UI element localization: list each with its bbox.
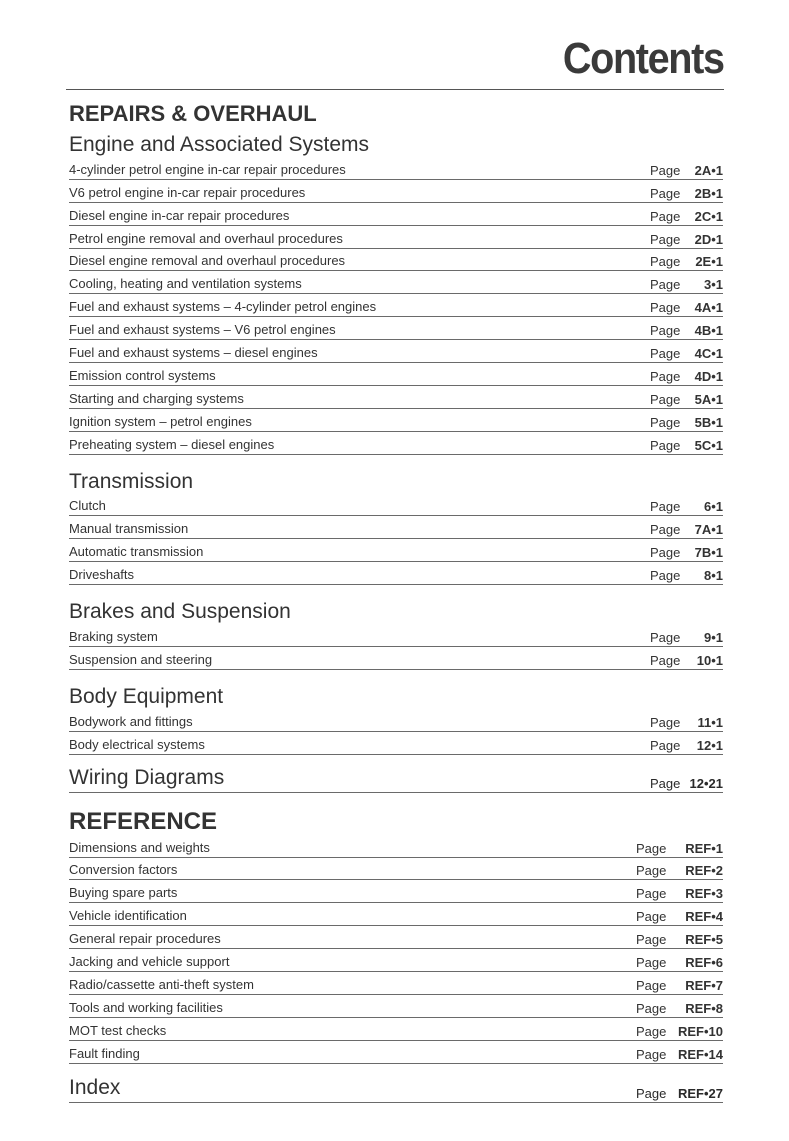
entry-label: Diesel engine removal and overhaul procedures xyxy=(69,253,346,269)
contents-entry[interactable] xyxy=(69,203,723,226)
entry-label: Cooling, heating and ventilation systems xyxy=(69,276,302,292)
page-number: 4D•1 xyxy=(694,368,723,384)
page-number: REF•14 xyxy=(677,1046,723,1062)
page-number: REF•6 xyxy=(685,955,723,971)
contents-entry[interactable] xyxy=(69,624,723,647)
entry-label: Buying spare parts xyxy=(69,885,178,901)
page-word: Page xyxy=(636,886,667,902)
contents-entry[interactable] xyxy=(69,995,723,1018)
page-word: Page xyxy=(650,630,681,646)
page-word: Page xyxy=(650,368,681,384)
page-word: Page xyxy=(636,1046,667,1062)
page-number: 8•1 xyxy=(703,568,723,584)
page-word: Page xyxy=(650,323,681,339)
entry-label: Dimensions and weights xyxy=(69,839,210,855)
page-word: Page xyxy=(650,522,681,538)
entry-label: Clutch xyxy=(69,498,106,514)
contents-entry[interactable] xyxy=(69,294,723,317)
page-word: Page xyxy=(650,545,681,561)
section-heading: Body Equipment xyxy=(69,684,224,708)
page-word: Page xyxy=(650,277,681,293)
page-word: Page xyxy=(650,185,681,201)
contents-entry[interactable] xyxy=(69,340,723,363)
page-number: REF•1 xyxy=(685,840,723,856)
entry-label: Preheating system – diesel engines xyxy=(69,436,275,452)
page-word: Page xyxy=(650,231,681,247)
contents-entry[interactable] xyxy=(69,516,723,539)
page-number: 7B•1 xyxy=(694,545,723,561)
page-word: Page xyxy=(650,775,681,791)
page-word: Page xyxy=(650,414,681,430)
page-number: REF•2 xyxy=(685,863,723,879)
section-heading: Transmission xyxy=(69,469,194,493)
entry-label: Vehicle identification xyxy=(69,908,187,924)
page-word: Page xyxy=(636,863,667,879)
repair-sections xyxy=(69,133,723,755)
page-number: 2C•1 xyxy=(694,208,723,224)
page-word: Page xyxy=(636,1085,667,1101)
page-word: Page xyxy=(636,1000,667,1016)
page-word: Page xyxy=(636,1023,667,1039)
entry-label: Automatic transmission xyxy=(69,544,204,560)
entry-label: Tools and working facilities xyxy=(69,999,223,1015)
page-number: 4B•1 xyxy=(694,323,723,339)
entry-label: Body electrical systems xyxy=(69,736,205,752)
page-number: 5C•1 xyxy=(694,437,723,453)
wiring-diagrams-heading: Wiring Diagrams xyxy=(69,765,225,789)
page-word: Page xyxy=(650,162,681,178)
contents-entry[interactable] xyxy=(69,709,723,732)
entry-label: Emission control systems xyxy=(69,367,216,383)
page-number: 11•1 xyxy=(697,714,723,730)
page-word: Page xyxy=(650,300,681,316)
section-heading: Brakes and Suspension xyxy=(69,600,291,624)
entry-label: 4-cylinder petrol engine in-car repair procedures xyxy=(69,161,346,177)
entry-label: Braking system xyxy=(69,629,158,645)
page-number: 5A•1 xyxy=(694,391,723,407)
contents-entry[interactable] xyxy=(69,972,723,995)
contents-entry[interactable] xyxy=(69,386,723,409)
page-number: REF•7 xyxy=(685,977,723,993)
title-rule xyxy=(66,89,724,90)
contents-entry[interactable] xyxy=(69,180,723,203)
page-word: Page xyxy=(650,208,681,224)
contents-entry[interactable] xyxy=(69,363,723,386)
page-number: 12•1 xyxy=(696,737,723,753)
contents-entry[interactable] xyxy=(69,1041,723,1064)
page-word: Page xyxy=(650,346,681,362)
page-number: 6•1 xyxy=(703,499,723,515)
page-word: Page xyxy=(650,714,681,730)
entry-label: Petrol engine removal and overhaul procedures xyxy=(69,230,343,246)
entry-label: Suspension and steering xyxy=(69,651,213,667)
contents-entry[interactable] xyxy=(69,903,723,926)
entry-label: Ignition system – petrol engines xyxy=(69,413,252,429)
wiring-diagrams-entry[interactable] xyxy=(69,755,723,793)
index-entry[interactable] xyxy=(69,1064,723,1103)
page-number: REF•4 xyxy=(685,909,723,925)
contents-entry[interactable] xyxy=(69,835,723,858)
page-word: Page xyxy=(636,955,667,971)
page-number: REF•8 xyxy=(685,1000,723,1016)
page-word: Page xyxy=(650,254,681,270)
page-word: Page xyxy=(650,737,681,753)
contents-entry[interactable] xyxy=(69,409,723,432)
part-title-reference: REFERENCE xyxy=(69,807,218,835)
contents-entry[interactable] xyxy=(69,317,723,340)
contents-entry[interactable] xyxy=(69,271,723,294)
contents-entry[interactable] xyxy=(69,880,723,903)
index-heading: Index xyxy=(69,1075,121,1099)
page-number: REF•10 xyxy=(677,1023,723,1039)
page-word: Page xyxy=(650,568,681,584)
page-number: 5B•1 xyxy=(694,414,723,430)
part-title-repairs: REPAIRS & OVERHAUL xyxy=(69,101,317,126)
entry-label: General repair procedures xyxy=(69,931,221,947)
contents-entry[interactable] xyxy=(69,432,723,455)
page-number: 2D•1 xyxy=(694,231,723,247)
entry-label: MOT test checks xyxy=(69,1022,167,1038)
contents-entry[interactable] xyxy=(69,926,723,949)
page-title: Contents xyxy=(563,34,724,83)
page-number: 3•1 xyxy=(703,277,723,293)
contents-entry[interactable] xyxy=(69,949,723,972)
page-word: Page xyxy=(636,932,667,948)
entry-label: Conversion factors xyxy=(69,862,178,878)
entry-label: Fuel and exhaust systems – diesel engines xyxy=(69,345,318,361)
entry-label: Radio/cassette anti-theft system xyxy=(69,976,254,992)
entry-label: Diesel engine in-car repair procedures xyxy=(69,207,290,223)
contents-entry[interactable] xyxy=(69,157,723,180)
section-heading: Engine and Associated Systems xyxy=(69,133,370,156)
page-word: Page xyxy=(636,840,667,856)
page-number: 7A•1 xyxy=(694,522,723,538)
page-number: 2A•1 xyxy=(694,162,723,178)
page-word: Page xyxy=(636,909,667,925)
contents-entry[interactable] xyxy=(69,1018,723,1041)
page-word: Page xyxy=(636,977,667,993)
contents-entry[interactable] xyxy=(69,539,723,562)
entry-label: Bodywork and fittings xyxy=(69,713,193,729)
entry-label: Jacking and vehicle support xyxy=(69,954,230,970)
page-number: REF•5 xyxy=(685,932,723,948)
page-word: Page xyxy=(650,437,681,453)
page-word: Page xyxy=(650,499,681,515)
page-number: 4A•1 xyxy=(694,300,723,316)
contents-entry[interactable] xyxy=(69,226,723,249)
contents-entry[interactable] xyxy=(69,562,723,585)
contents-entry[interactable] xyxy=(69,249,723,272)
page-word: Page xyxy=(650,391,681,407)
page-number: 2B•1 xyxy=(694,185,723,201)
contents-entry[interactable] xyxy=(69,858,723,881)
contents-entry[interactable] xyxy=(69,732,723,755)
page-number: REF•27 xyxy=(677,1085,723,1101)
contents-entry[interactable] xyxy=(69,647,723,670)
contents-entry[interactable] xyxy=(69,494,723,517)
entry-label: Fault finding xyxy=(69,1045,140,1061)
page-number: 2E•1 xyxy=(695,254,723,270)
page-number: 12•21 xyxy=(689,775,723,791)
entry-label: Fuel and exhaust systems – V6 petrol engines xyxy=(69,322,336,338)
contents-list xyxy=(69,101,723,1103)
reference-items xyxy=(69,835,723,1064)
page-number: 4C•1 xyxy=(694,346,723,362)
page-word: Page xyxy=(650,652,681,668)
page-number: REF•3 xyxy=(685,886,723,902)
entry-label: V6 petrol engine in-car repair procedures xyxy=(69,184,306,200)
entry-label: Starting and charging systems xyxy=(69,390,244,406)
page-number: 10•1 xyxy=(696,652,723,668)
page-number: 9•1 xyxy=(703,630,723,646)
entry-label: Driveshafts xyxy=(69,567,135,583)
entry-label: Fuel and exhaust systems – 4-cylinder petrol engines xyxy=(69,299,377,315)
entry-label: Manual transmission xyxy=(69,521,189,537)
